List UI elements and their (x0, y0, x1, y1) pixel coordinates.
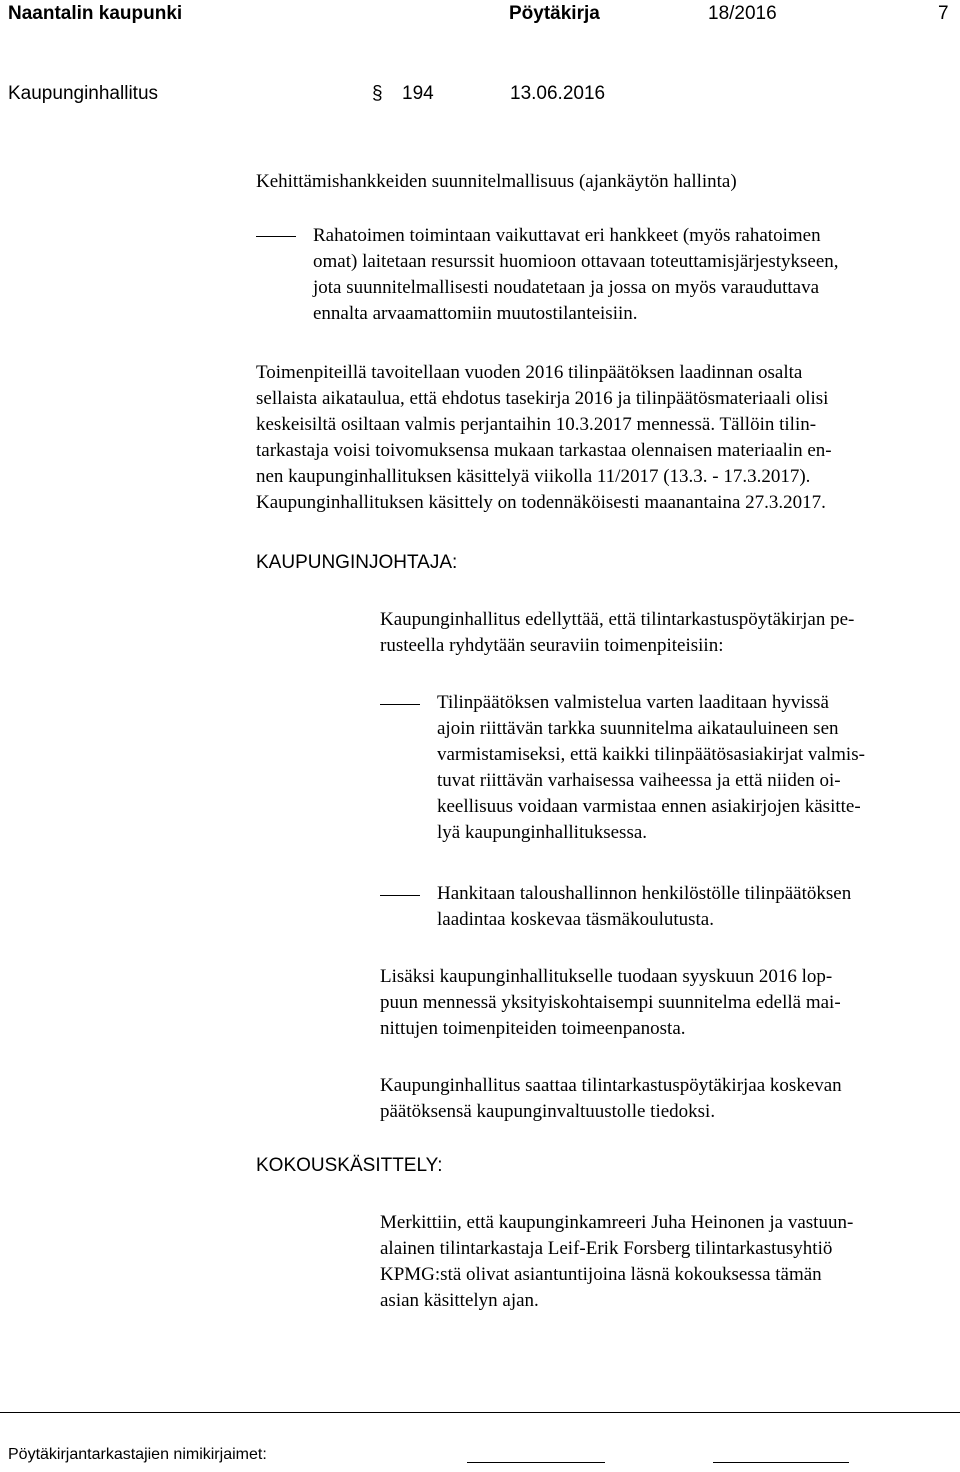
paragraph-line: Toimenpiteillä tavoitellaan vuoden 2016 tilinpäätöksen laadinnan osalta (256, 362, 803, 383)
paragraph-line: KPMG:stä olivat asiantuntijoina läsnä kokouksessa tämän (380, 1264, 822, 1285)
paragraph-line: Kaupunginhallituksen käsittely on todennäköisesti maanantaina 27.3.2017. (256, 492, 826, 513)
paragraph-line: nen kaupunginhallituksen käsittelyä viikolla 11/2017 (13.3. - 17.3.2017). (256, 466, 811, 487)
bullet-line: jota suunnitelmallisesti noudatetaan ja jossa on myös varauduttava (313, 277, 820, 298)
meeting-paragraph (380, 1210, 853, 1314)
paragraph-line: tarkastaja voisi toivomuksensa mukaan tarkastaa olennaisen materiaalin en- (256, 440, 832, 461)
paragraph-line: Lisäksi kaupunginhallitukselle tuodaan syyskuun 2016 lop- (380, 966, 833, 987)
bullet-line: Rahatoimen toimintaan vaikuttavat eri hankkeet (myös rahatoimen (313, 225, 821, 246)
bullet-line: lyä kaupunginhallituksessa. (437, 822, 648, 843)
paragraph-line: Kaupunginhallitus edellyttää, että tilintarkastuspöytäkirjan pe- (380, 609, 855, 630)
bullet-line: ennalta arvaamattomiin muutostilanteisiin. (313, 303, 638, 324)
section-symbol: § (372, 83, 383, 104)
section-number: 194 (402, 83, 434, 104)
bullet-dash (380, 704, 420, 705)
document-number: 18/2016 (708, 3, 777, 24)
proposal-paragraph (380, 964, 841, 1042)
bullet-text (313, 223, 839, 327)
bullet-line: Hankitaan taloushallinnon henkilöstölle tilinpäätöksen (437, 883, 852, 904)
bullet-line: omat) laitetaan resurssit huomioon ottavaan toteuttamisjärjestykseen, (313, 251, 839, 272)
document-type: Pöytäkirja (509, 3, 600, 24)
bullet-line: varmistamiseksi, että kaikki tilinpäätösasiakirjat valmis- (437, 744, 865, 765)
paragraph-line: Kaupunginhallitus saattaa tilintarkastuspöytäkirjaa koskevan (380, 1075, 842, 1096)
paragraph-line: puun mennessä yksityiskohtaisempi suunnitelma edellä mai- (380, 992, 841, 1013)
signature-label: Pöytäkirjantarkastajien nimikirjaimet: (8, 1446, 267, 1463)
signature-line (467, 1462, 605, 1463)
organization-name: Naantalin kaupunki (8, 3, 183, 24)
bullet-line: Tilinpäätöksen valmistelua varten laaditaan hyvissä (437, 692, 829, 713)
paragraph-line: rusteella ryhdytään seuraviin toimenpiteisiin: (380, 635, 724, 656)
bullet-dash (380, 895, 420, 896)
bullet-line: ajoin riittävän tarkka suunnitelma aikatauluineen sen (437, 718, 839, 739)
bullet-line: tuvat riittävän varhaisessa vaiheessa ja että niiden oi- (437, 770, 841, 791)
proposal-bullet-text (437, 690, 865, 846)
proposal-paragraph (380, 1073, 842, 1125)
paragraph-line: alainen tilintarkastaja Leif-Erik Forsberg tilintarkastusyhtiö (380, 1238, 833, 1259)
bullet-dash (256, 236, 296, 237)
signature-line (713, 1462, 849, 1463)
paragraph-line: Merkittiin, että kaupunginkamreeri Juha Heinonen ja vastuun- (380, 1212, 854, 1233)
paragraph-line: asian käsittelyn ajan. (380, 1290, 539, 1311)
meeting-date: 13.06.2016 (510, 83, 606, 104)
paragraph-line: sellaista aikataulua, että ehdotus tasekirja 2016 ja tilinpäätösmateriaali olisi (256, 388, 829, 409)
proposal-bullet-text (437, 881, 851, 933)
subheading: Kehittämishankkeiden suunnitelmallisuus (ajankäytön hallinta) (256, 171, 737, 192)
footer-rule (0, 1412, 960, 1413)
section-label-kaupunginjohtaja: KAUPUNGINJOHTAJA: (256, 552, 458, 573)
paragraph-line: keskeisiltä osiltaan valmis perjantaihin 10.3.2017 mennessä. Tällöin tilin- (256, 414, 817, 435)
bullet-line: laadintaa koskevaa täsmäkoulutusta. (437, 909, 714, 930)
proposal-intro (380, 607, 854, 659)
section-label-kokouskasittely: KOKOUSKÄSITTELY: (256, 1155, 443, 1176)
paragraph (256, 360, 832, 516)
paragraph-line: nittujen toimenpiteiden toimeenpanosta. (380, 1018, 686, 1039)
paragraph-line: päätöksensä kaupunginvaltuustolle tiedoksi. (380, 1101, 716, 1122)
governing-body: Kaupunginhallitus (8, 83, 159, 104)
bullet-line: keellisuus voidaan varmistaa ennen asiakirjojen käsitte- (437, 796, 861, 817)
page-number: 7 (938, 3, 949, 24)
